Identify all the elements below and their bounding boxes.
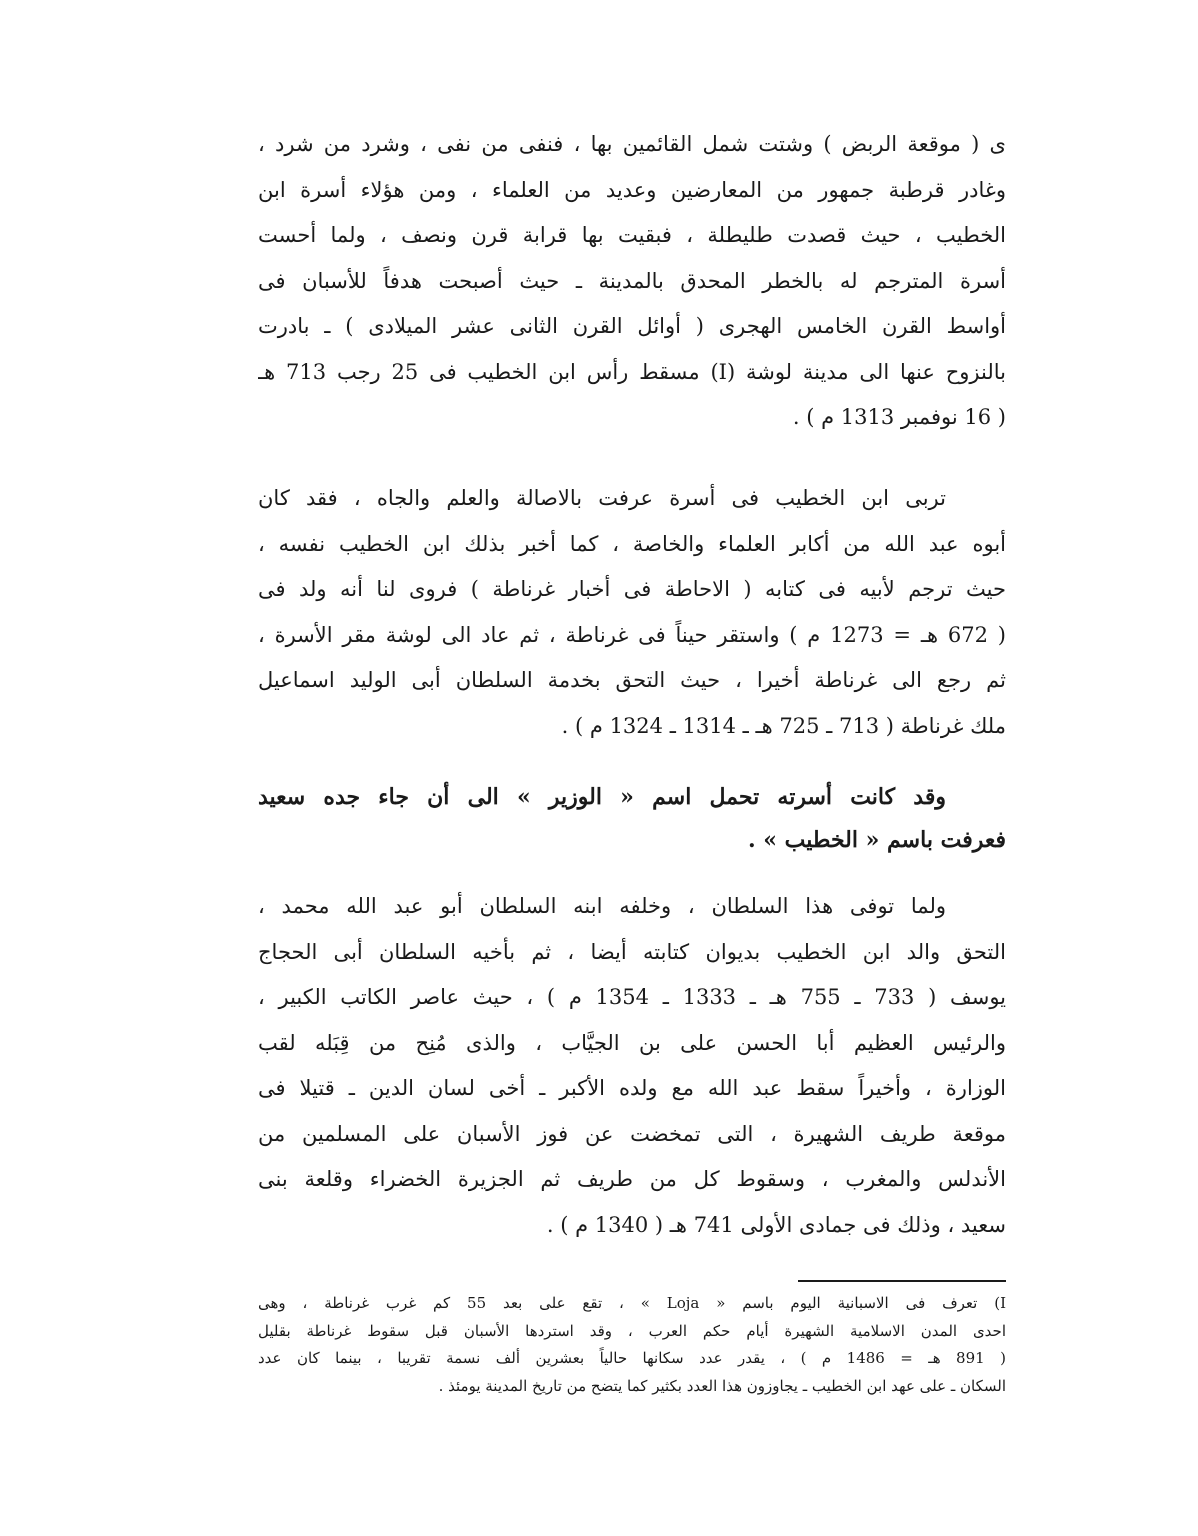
text-line: ثم رجع الى غرناطة أخيرا ، حيث التحق بخدمة السلطان أبى الوليد اسماعيل bbox=[258, 668, 1006, 692]
text-line: التحق والد ابن الخطيب بديوان كتابته أيضا ، ثم بأخيه السلطان أبى الحجاج bbox=[258, 939, 1006, 964]
text-line: ( 16 نوفمبر 1313 م ) . bbox=[792, 405, 1006, 429]
footnote-divider bbox=[798, 1280, 1006, 1282]
text-line: موقعة طريف الشهيرة ، التى تمخضت عن فوز الأسبان على المسلمين من bbox=[258, 1121, 1006, 1146]
text-line: الوزارة ، وأخيراً سقط عبد الله مع ولده الأكبر ـ أخى لسان الدين ـ قتيلا فى bbox=[258, 1076, 1006, 1100]
text-line: يوسف ( 733 ـ 755 هـ ـ 1333 ـ 1354 م ) ، حيث عاصر الكاتب الكبير ، bbox=[258, 985, 1006, 1009]
text-line: وغادر قرطبة جمهور من المعارضين وعديد من العلماء ، ومن هؤلاء أسرة ابن bbox=[258, 177, 1006, 202]
paragraph-4 bbox=[258, 884, 1006, 1248]
footnote-line: I) تعرف فى الاسبانية اليوم باسم « Loja » ، تقع على بعد 55 كم غرب غرناطة ، وهى bbox=[258, 1294, 1006, 1312]
text-line: فعرفت باسم « الخطيب » . bbox=[747, 827, 1006, 853]
text-line: ( 672 هـ = 1273 م ) واستقر حيناً فى غرناطة ، ثم عاد الى لوشة مقر الأسرة ، bbox=[258, 622, 1006, 647]
paragraph-2 bbox=[258, 476, 1006, 749]
text-line: الأندلس والمغرب ، وسقوط كل من طريف ثم الجزيرة الخضراء وقلعة بنى bbox=[258, 1167, 1006, 1191]
text-line: ملك غرناطة ( 713 ـ 725 هـ ـ 1314 ـ 1324 م ) . bbox=[561, 713, 1006, 738]
footnote-line: ( 891 هـ = 1486 م ) ، يقدر عدد سكانها حالياً بعشرين ألف نسمة تقريبا ، بينما كان عدد bbox=[258, 1349, 1006, 1367]
footnote-line: السكان ـ على عهد ابن الخطيب ـ يجاوزون هذا العدد بكثير كما يتضح من تاريخ المدينة يومئذ . bbox=[438, 1376, 1006, 1395]
text-line: سعيد ، وذلك فى جمادى الأولى 741 هـ ( 1340 م ) . bbox=[546, 1212, 1006, 1237]
text-line: حيث ترجم لأبيه فى كتابه ( الاحاطة فى أخبار غرناطة ) فروى لنا أنه ولد فى bbox=[258, 577, 1006, 601]
text-line: وقد كانت أسرته تحمل اسم « الوزير » الى أن جاء جده سعيد bbox=[258, 784, 946, 810]
paragraph-3 bbox=[258, 776, 1006, 862]
text-line: تربى ابن الخطيب فى أسرة عرفت بالاصالة والعلم والجاه ، فقد كان bbox=[258, 486, 946, 510]
text-line: بالنزوح عنها الى مدينة لوشة (I) مسقط رأس ابن الخطيب فى 25 رجب 713 هـ bbox=[258, 359, 1006, 384]
footnote-line: احدى المدن الاسلامية الشهيرة أيام حكم العرب ، وقد استردها الأسبان قبل سقوط غرناطة بقليل bbox=[258, 1321, 1006, 1340]
text-line: الخطيب ، حيث قصدت طليطلة ، فبقيت بها قرابة قرن ونصف ، ولما أحست bbox=[258, 223, 1006, 247]
text-line: أبوه عبد الله من أكابر العلماء والخاصة ، كما أخبر بذلك ابن الخطيب نفسه ، bbox=[258, 531, 1006, 556]
text-line: أواسط القرن الخامس الهجرى ( أوائل القرن الثانى عشر الميلادى ) ـ بادرت bbox=[258, 314, 1006, 338]
footnote bbox=[258, 1290, 1006, 1400]
text-line: ﻯ ( موقعة الربض ) وشتت شمل القائمين بها ، فنفى من نفى ، وشرد من شرد ، bbox=[258, 132, 1006, 156]
text-line: ولما توفى هذا السلطان ، وخلفه ابنه السلطان أبو عبد الله محمد ، bbox=[258, 894, 946, 918]
text-line: والرئيس العظيم أبا الحسن على بن الجيَّاب ، والذى مُنِح من قِبَله لقب bbox=[258, 1030, 1006, 1055]
paragraph-1 bbox=[258, 122, 1006, 441]
text-line: أسرة المترجم له بالخطر المحدق بالمدينة ـ حيث أصبحت هدفاً للأسبان فى bbox=[258, 268, 1006, 293]
